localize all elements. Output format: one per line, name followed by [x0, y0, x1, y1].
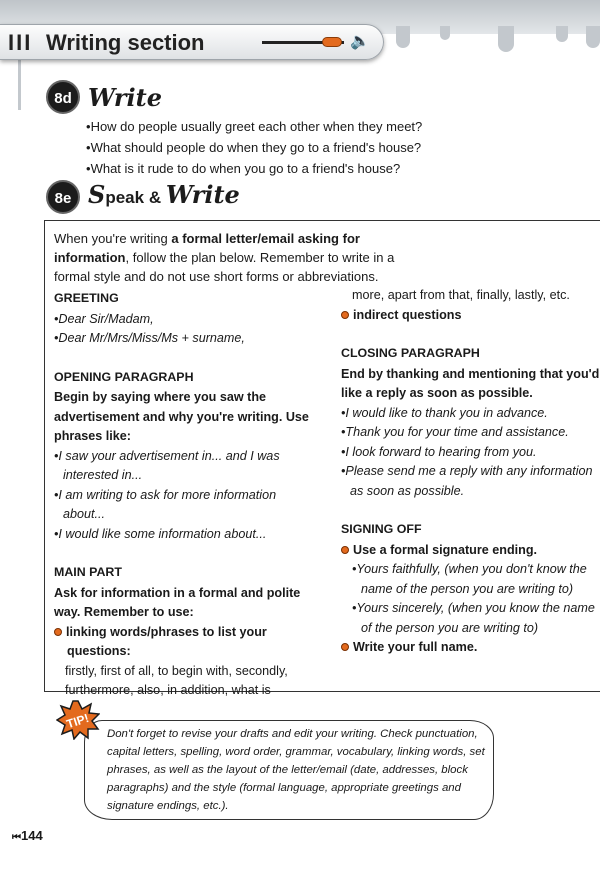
tip-burst-icon — [56, 700, 100, 740]
intro-text — [54, 229, 404, 286]
section-badge-8e: 8e — [46, 180, 80, 214]
header-drip — [556, 26, 568, 42]
tip-label: TIP! — [64, 710, 91, 732]
plan-left-column — [54, 289, 320, 701]
page-number — [12, 828, 43, 843]
signing-off-item: • Yours sincerely, (when you know the name of the person you are writing to) — [341, 599, 600, 638]
title-part: Write — [165, 180, 240, 209]
orange-bullet-icon — [341, 643, 349, 651]
main-part-lead: Ask for information in a formal and polite way. Remember to use: — [54, 585, 301, 619]
main-part-heading: MAIN PART — [54, 565, 122, 579]
header-drip — [440, 26, 450, 40]
closing-item: • Please send me a reply with any information as soon as possible. — [341, 462, 600, 501]
section-marks: III — [8, 30, 33, 55]
signing-off-lead-text: Use a formal signature ending. — [353, 542, 538, 557]
opening-lead: Begin by saying where you saw the advertisement and why you're writing. Use phrases like: — [54, 390, 309, 443]
full-name-item — [341, 638, 600, 658]
linking-label-text: linking words/phrases to list your questions: — [66, 624, 267, 658]
greeting-item: • Dear Mr/Mrs/Miss/Ms + surname, — [54, 329, 320, 349]
linking-examples: firstly, first of all, to begin with, secondly, furthermore, also, in addition, what is — [65, 663, 288, 697]
closing-lead: End by thanking and mentioning that you'd like a reply as soon as possible. — [341, 366, 600, 400]
signing-off-item: • Yours faithfully, (when you don't know the name of the person you are writing to) — [341, 560, 600, 599]
tip-text: Don't forget to revise your drafts and edit your writing. Check punctuation, capital letters, spelling, word order, grammar, vocabulary, linking words, set phrases, as well as the layout of the letter/email (date, addresses, block paragraphs) and the style (formal language, appropriate greetings and signature endings, etc.). — [107, 728, 485, 812]
section-header — [0, 24, 384, 60]
title-part: peak & — [105, 188, 166, 207]
question-item: • What should people do when they go to a friend's house? — [86, 137, 422, 158]
closing-item: • Thank you for your time and assistance. — [341, 423, 600, 443]
full-name-text: Write your full name. — [353, 640, 478, 654]
section-8d-title: Write — [88, 83, 162, 112]
closing-item: • I would like to thank you in advance. — [341, 404, 600, 424]
linking-examples-continued: more, apart from that, finally, lastly, etc. — [352, 288, 570, 302]
header-drip — [498, 26, 514, 52]
signing-off-heading: SIGNING OFF — [341, 522, 422, 536]
closing-item: • I look forward to hearing from you. — [341, 443, 600, 463]
greeting-heading: GREETING — [54, 291, 119, 305]
header-drip — [396, 26, 410, 48]
opening-item: • I am writing to ask for more information about... — [54, 486, 320, 525]
tip-box — [84, 720, 494, 820]
opening-heading: OPENING PARAGRAPH — [54, 369, 194, 384]
intro-bold: a formal letter/email asking for information — [54, 231, 360, 265]
section-8e-title — [88, 180, 240, 209]
page-number-text: 144 — [21, 828, 43, 843]
linking-words-label — [54, 623, 320, 662]
indirect-questions-item — [341, 306, 600, 326]
question-item: • What is it rude to do when you go to a friend's house? — [86, 158, 422, 179]
speaker-icon[interactable]: 🔈 — [350, 33, 370, 50]
opening-item: • I would like some information about... — [54, 525, 320, 545]
title-letter: S — [88, 180, 106, 209]
writing-plan-box — [44, 220, 600, 697]
indirect-questions-text: indirect questions — [353, 307, 462, 322]
header-drip — [586, 26, 600, 48]
opening-item: • I saw your advertisement in... and I was interested in... — [54, 447, 320, 486]
orange-bullet-icon — [54, 628, 62, 636]
question-item: • How do people usually greet each other when they meet? — [86, 116, 422, 137]
orange-bullet-icon — [341, 311, 349, 319]
section-title: Writing section — [46, 30, 205, 55]
signing-off-lead — [341, 541, 600, 561]
closing-heading: CLOSING PARAGRAPH — [341, 346, 480, 360]
plan-right-column — [341, 286, 600, 658]
back-arrows-icon: ⏮ — [12, 832, 21, 843]
intro-part: , follow the plan below. Remember to write in a formal style and do not use short forms or abbreviations. — [54, 250, 395, 284]
header-drip-line — [18, 60, 21, 110]
section-badge-8d: 8d — [46, 80, 80, 114]
orange-bullet-icon — [341, 546, 349, 554]
greeting-item: • Dear Sir/Madam, — [54, 310, 320, 330]
audio-progress-knob[interactable] — [322, 37, 342, 47]
discussion-questions — [86, 116, 422, 179]
intro-part: When you're writing — [54, 231, 172, 246]
